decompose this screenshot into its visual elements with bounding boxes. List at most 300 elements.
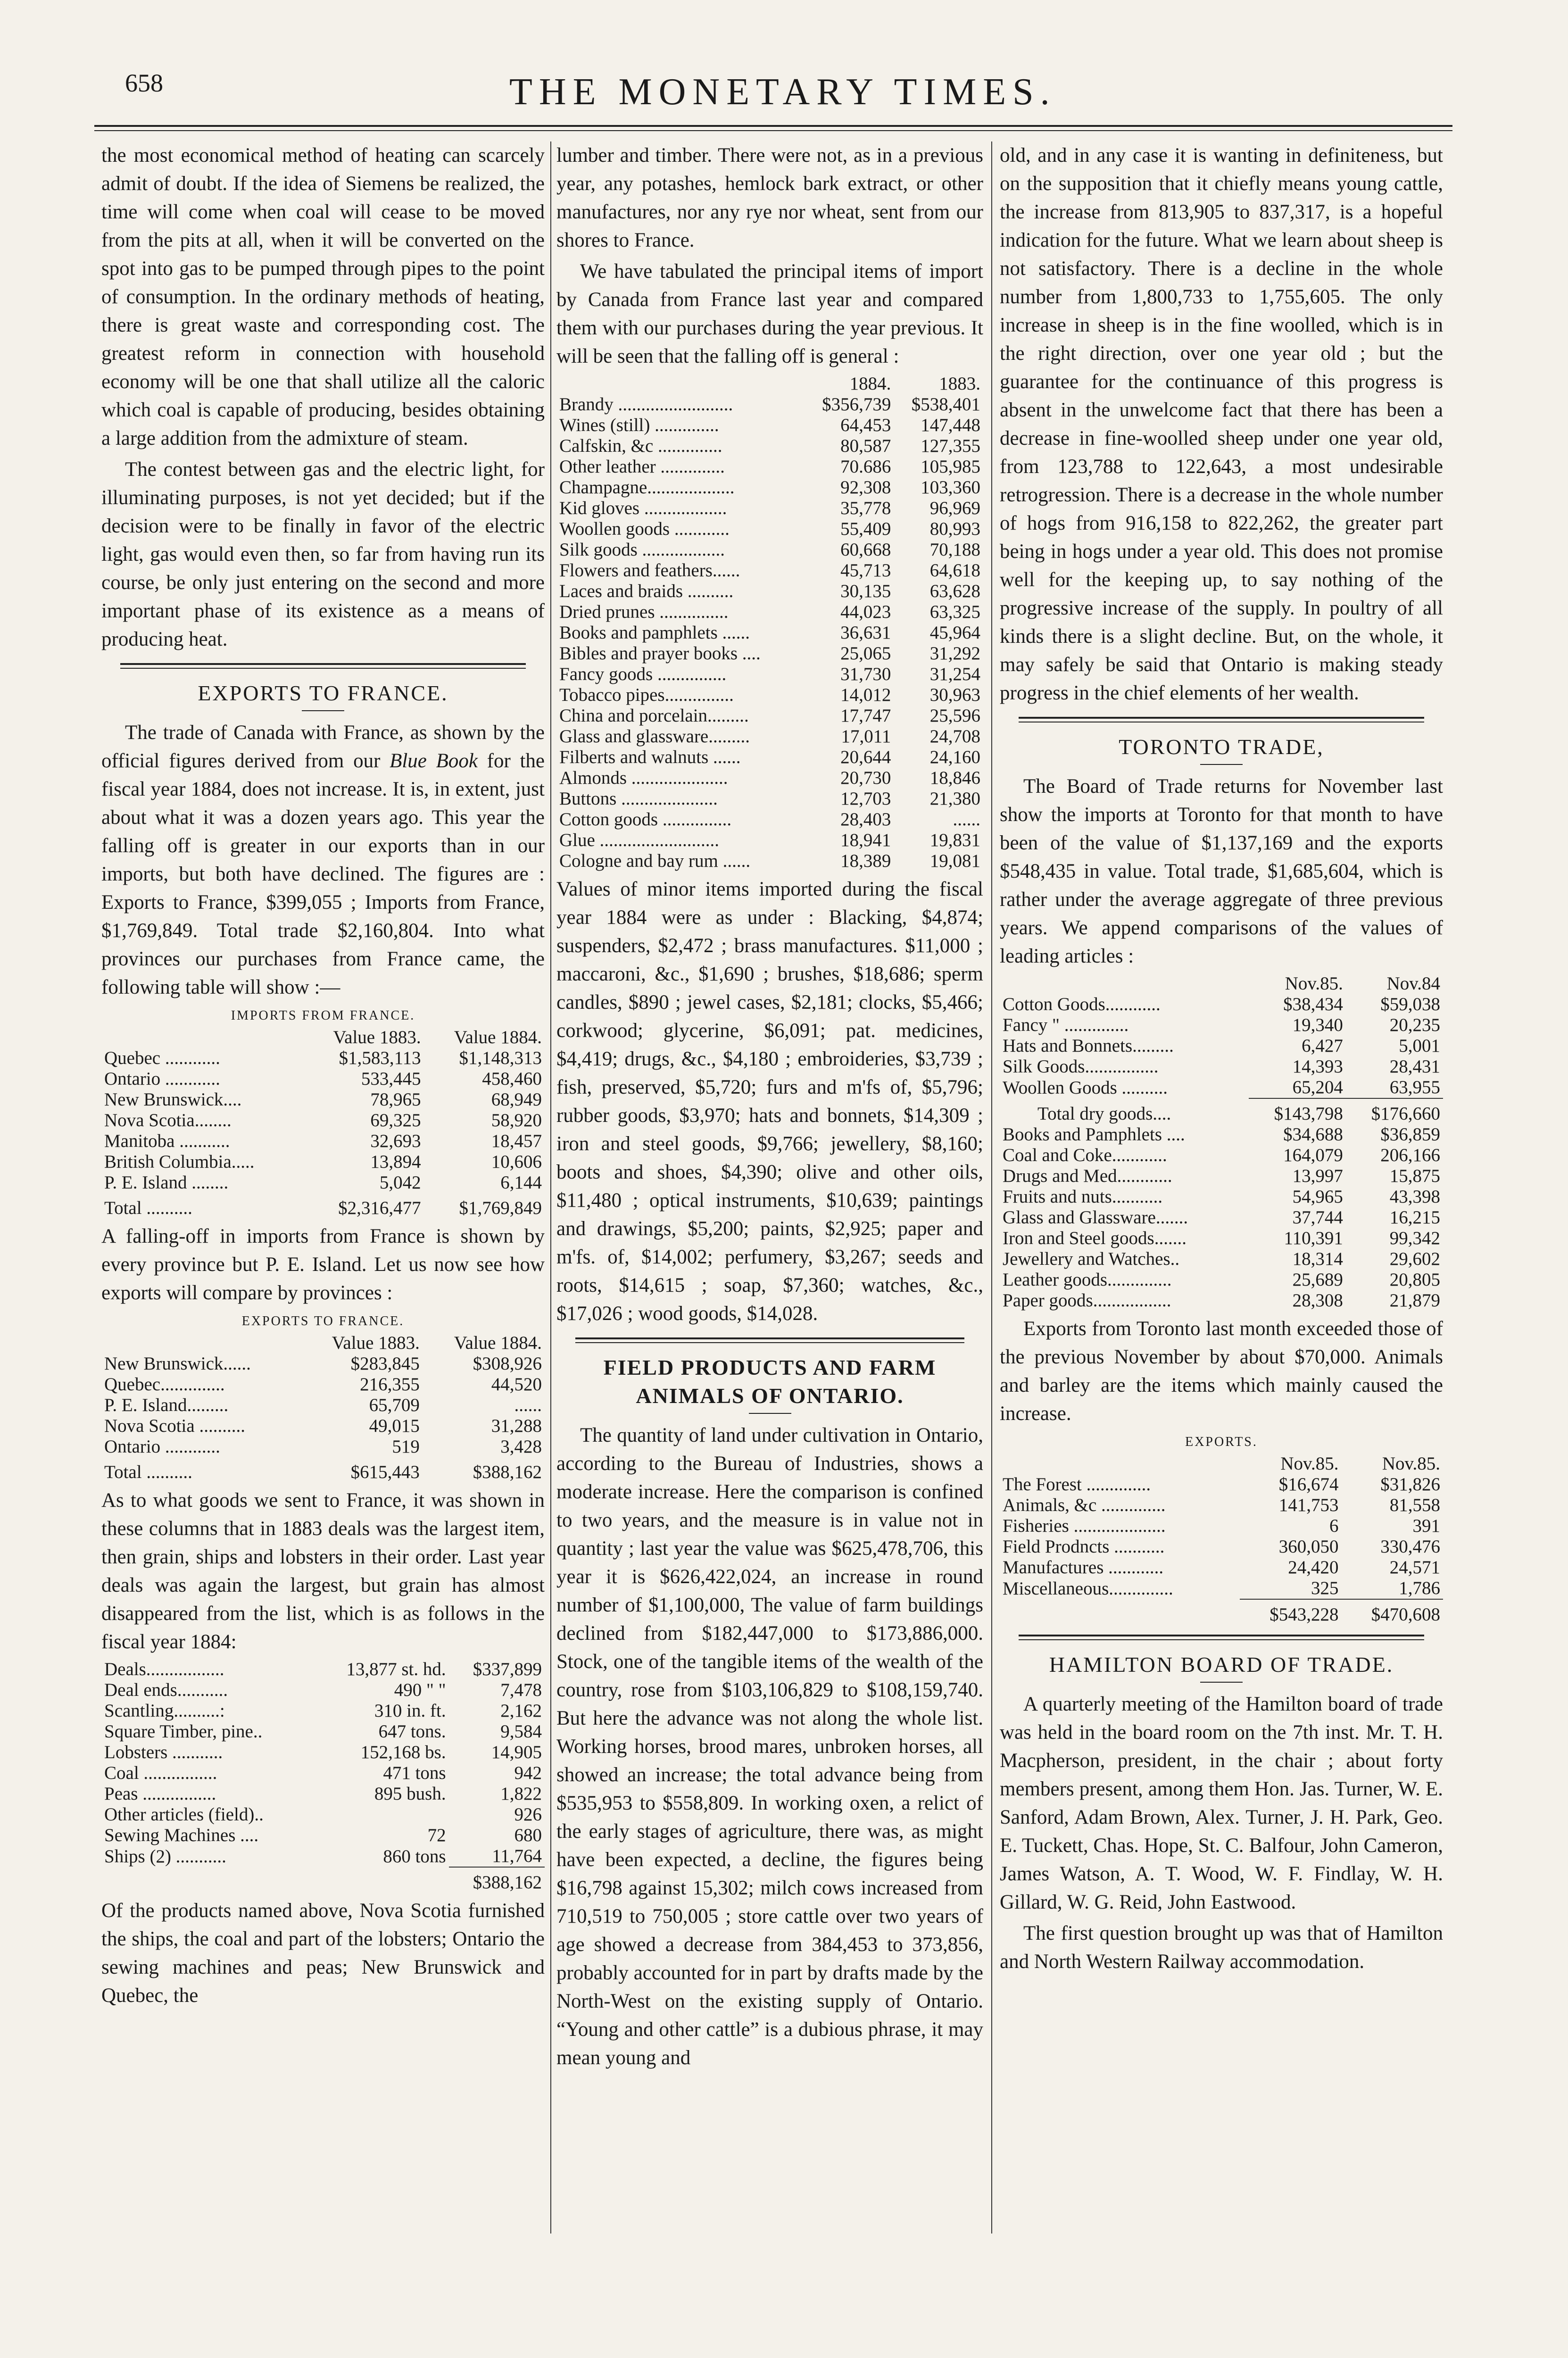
- table-row: [1000, 1145, 1443, 1166]
- table-cell: Field Prodncts ...........: [1003, 1536, 1165, 1557]
- table-cell: 29,602: [1389, 1249, 1440, 1269]
- table-cell: 926: [514, 1804, 542, 1825]
- table-cell: Filberts and walnuts ......: [559, 747, 741, 767]
- table-cell: 69,325: [370, 1110, 421, 1130]
- paragraph: The quantity of land under cultivation in Ontario, according to the Bureau of Industries, shows a moderate increase. Here the comparison is confined to two years, and the measure is in value not in quantity ; last year the value was $625,478,706, this year it is $626,422,024, an increase in round number of $1,100,000, The value of farm buildings declined from $182,447,000 to $173,886,000. Stock, one of the tangible items of the wealth of the country, rose from $103,106,829 to $108,159,740. But here the advance was not along the whole list. Working horses, brood mares, unbroken horses, all showed an increase; the total advance being from $535,953 to $558,809. In working oxen, a relict of the early stages of agriculture, there was, as might have been expected, a decline, the figures being $16,798 against 15,302; milch cows increased from 710,519 to 750,005 ; store cattle over two years of age showed a decrease from 384,453 to 373,856, probably accounted for in part by drafts made by the North-West on the existing supply of Ontario. “Young and other cattle” is a dubious phrase, it may mean young and: [556, 1424, 983, 2069]
- table-row: [101, 1395, 545, 1416]
- table-cell: 20,235: [1389, 1015, 1440, 1035]
- column-header: 1884.: [849, 374, 891, 394]
- table-cell: 325: [1311, 1578, 1339, 1598]
- table-row: [1000, 1474, 1443, 1495]
- table-cell: 5,042: [379, 1172, 421, 1193]
- table-cell: Books and pamphlets ......: [559, 623, 750, 643]
- table-cell: 45,713: [840, 560, 891, 581]
- table-cell: 19,340: [1292, 1015, 1343, 1035]
- table-cell: Fruits and nuts...........: [1003, 1187, 1163, 1207]
- table-row: [556, 560, 983, 581]
- table-row: [556, 768, 983, 789]
- table-cell: 70,188: [929, 540, 980, 560]
- table-cell: 81,558: [1389, 1495, 1440, 1515]
- table-row: [101, 1701, 545, 1721]
- paragraph: A falling-off in imports from France is shown by every province but P. E. Island. Let us now see how exports will compare by provinces :: [101, 1225, 545, 1304]
- table-row: [1000, 1228, 1443, 1249]
- table-cell: The Forest ..............: [1003, 1474, 1151, 1495]
- heading-underline: [749, 1413, 791, 1414]
- table-cell: $308,926: [473, 1353, 542, 1374]
- table-row: [556, 747, 983, 768]
- table-cell: Bibles and prayer books ....: [559, 643, 761, 664]
- table-cell: 147,448: [921, 415, 980, 435]
- table-cell: 1,822: [500, 1784, 542, 1804]
- table-row: [101, 1089, 545, 1110]
- table-caption: EXPORTS.: [1185, 1435, 1258, 1449]
- table-cell: 13,894: [370, 1152, 421, 1172]
- table-cell: 105,985: [921, 457, 980, 477]
- table-cell: 18,941: [840, 830, 891, 850]
- table-cell: 31,288: [491, 1416, 542, 1436]
- table-cell: 37,744: [1292, 1207, 1343, 1228]
- table-cell: 10,606: [491, 1152, 542, 1172]
- table-row: [101, 1659, 545, 1680]
- table-cell: 63,628: [929, 581, 980, 601]
- table-cell: Glue ..........................: [559, 830, 720, 850]
- table-row: [101, 1048, 545, 1069]
- table-cell: 103,360: [921, 477, 980, 498]
- toronto-exports-table: [1000, 1453, 1443, 1625]
- table-cell: Leather goods..............: [1003, 1270, 1172, 1290]
- paragraph: The first question brought up was that of Hamilton and North Western Railway accommodation.: [1000, 1922, 1443, 1973]
- table-cell: Fisheries ....................: [1003, 1516, 1166, 1536]
- table-row: [556, 581, 983, 602]
- italic-text: Blue Book: [390, 750, 478, 772]
- table-cell: 860 tons: [383, 1846, 446, 1867]
- column-divider: [991, 141, 992, 2233]
- table-cell: 36,631: [840, 623, 891, 643]
- table-cell: Woollen Goods ..........: [1003, 1077, 1168, 1098]
- table-cell: 680: [514, 1825, 542, 1845]
- table-cell: $38,434: [1283, 994, 1343, 1014]
- table-cell: 18,846: [929, 768, 980, 788]
- table-cell: Scantling..........:: [104, 1701, 225, 1721]
- table-row: [1000, 1187, 1443, 1207]
- table-cell: Tobacco pipes...............: [559, 685, 734, 705]
- table-cell: $176,660: [1346, 1098, 1443, 1124]
- table-cell: 13,877 st. hd.: [346, 1659, 446, 1679]
- table-cell: 6,427: [1302, 1036, 1343, 1056]
- table-cell: 58,920: [491, 1110, 542, 1130]
- table-cell: Quebec..............: [104, 1374, 225, 1395]
- table-cell: 519: [392, 1436, 420, 1457]
- imports-table: [101, 1027, 545, 1219]
- header-rule: [94, 125, 1452, 131]
- table-cell: 164,079: [1283, 1145, 1343, 1165]
- table-cell: 80,587: [840, 436, 891, 456]
- table-cell: 49,015: [369, 1416, 420, 1436]
- table-cell: 24,708: [929, 726, 980, 747]
- table-cell: Wines (still) ..............: [559, 415, 719, 435]
- table-cell: Manitoba ...........: [104, 1131, 230, 1151]
- table-row: [1000, 994, 1443, 1015]
- table-row: [1000, 1516, 1443, 1536]
- table-cell: Animals, &c ..............: [1003, 1495, 1166, 1515]
- text: The trade of Canada with France, as shown by the official figures derived from our: [101, 722, 545, 772]
- table-row: [556, 498, 983, 519]
- table-cell: Coal ................: [104, 1763, 217, 1783]
- table-row: [101, 1742, 545, 1763]
- table-cell: Deals.................: [104, 1659, 224, 1679]
- table-cell: 9,584: [500, 1721, 542, 1742]
- table-caption: IMPORTS FROM FRANCE.: [231, 1008, 415, 1023]
- table-cell: Buttons .....................: [559, 789, 718, 809]
- table-row: [101, 1131, 545, 1152]
- table-cell: Cologne and bay rum ......: [559, 851, 751, 871]
- table-row: [556, 623, 983, 643]
- table-cell: Cotton Goods............: [1003, 994, 1161, 1014]
- table-cell: 17,747: [840, 706, 891, 726]
- table-cell: 70.686: [840, 457, 891, 477]
- table-cell: Square Timber, pine..: [104, 1721, 263, 1742]
- table-cell: Quebec ............: [104, 1048, 220, 1068]
- table-row: [556, 643, 983, 664]
- table-cell: 80,993: [929, 519, 980, 539]
- table-cell: 647 tons.: [378, 1721, 446, 1742]
- table-cell: 20,644: [840, 747, 891, 767]
- table-row: [101, 1784, 545, 1804]
- table-cell: Deal ends...........: [104, 1680, 228, 1700]
- table-cell: 16,215: [1389, 1207, 1440, 1228]
- table-cell: 64,453: [840, 415, 891, 435]
- column-header: 1883.: [939, 374, 980, 394]
- table-cell: Nova Scotia ..........: [104, 1416, 245, 1436]
- table-cell: 110,391: [1284, 1228, 1343, 1248]
- table-cell: 31,254: [929, 664, 980, 684]
- paragraph: old, and in any case it is wanting in definiteness, but on the supposition that it chiefly means young cattle, the increase from 813,905 to 837,317, is a hopeful indication for the future. What we learn about sheep is not satisfactory. There is a decline in the whole number from 1,800,733 to 1,755,605. The only increase in sheep is in the fine woolled, which is in the right direction, over one year old ; but the guarantee for the continuance of this progress is absent in the unwelcome fact that there has been a decrease in fine-woolled sheep under one year old, from 123,788 to 122,643, a most undesirable retrogression. There is a decrease in the whole number of hogs from 916,158 to 822,262, the greater part being in hogs under a year old. This does not promise well for the keeping up, to say nothing of the progressive increase of the supply. In poultry of all kinds there is a slight decline. But, on the whole, it may safely be said that Ontario is making steady progress in the chief elements of her wealth.: [1000, 144, 1443, 704]
- table-cell: 458,460: [482, 1069, 542, 1089]
- table-cell: Iron and Steel goods.......: [1003, 1228, 1186, 1248]
- table-cell: 14,012: [840, 685, 891, 705]
- table-cell: 18,314: [1292, 1249, 1343, 1269]
- heading-field-products: FIELD PRODUCTS AND FARM ANIMALS OF ONTARIO.: [603, 1355, 937, 1408]
- table-row: [101, 1069, 545, 1089]
- table-cell: Fancy " ..............: [1003, 1015, 1129, 1035]
- table-row: [556, 664, 983, 685]
- table-cell: Fancy goods ...............: [559, 664, 727, 684]
- table-row: [101, 1846, 545, 1867]
- table-cell: 54,965: [1292, 1187, 1343, 1207]
- table-cell: Total ..........: [104, 1462, 192, 1482]
- table-cell: Other leather ..............: [559, 457, 725, 477]
- section-rule: [1019, 717, 1424, 722]
- table-cell: Peas ................: [104, 1784, 216, 1804]
- table-row: [556, 706, 983, 726]
- table-row: [101, 1353, 545, 1374]
- table-row: [1000, 1207, 1443, 1228]
- toronto-imports-table: [1000, 973, 1443, 1311]
- table-cell: 31,730: [840, 664, 891, 684]
- table-cell: 19,081: [929, 851, 980, 871]
- table-cell: Silk Goods................: [1003, 1056, 1159, 1077]
- table-cell: 96,969: [929, 498, 980, 518]
- table-cell: 24,160: [929, 747, 980, 767]
- paragraph: We have tabulated the principal items of import by Canada from France last year and compared them with our purchases during the year previous. It will be seen that the falling off is general :: [556, 260, 983, 367]
- table-cell: P. E. Island ........: [104, 1172, 229, 1193]
- paragraph: Of the products named above, Nova Scotia furnished the ships, the coal and part of the lobsters; Ontario the sewing machines and peas; New Brunswick and Quebec, the: [101, 1900, 545, 2007]
- column-header: Value 1884.: [454, 1333, 542, 1353]
- heading-hamilton-board: HAMILTON BOARD OF TRADE.: [1049, 1652, 1394, 1677]
- table-cell: 35,778: [840, 498, 891, 518]
- table-row: [556, 851, 983, 872]
- table-cell: 25,596: [929, 706, 980, 726]
- table-cell: $143,798: [1249, 1098, 1346, 1124]
- table-row: [1000, 1249, 1443, 1270]
- table-cell: Sewing Machines ....: [104, 1825, 259, 1845]
- table-cell: [314, 1804, 449, 1825]
- table-cell: Glass and Glassware.......: [1003, 1207, 1188, 1228]
- table-cell: 30,135: [840, 581, 891, 601]
- table-row: [1000, 1077, 1443, 1098]
- table-cell: $16,674: [1278, 1474, 1339, 1495]
- table-cell: Laces and braids ..........: [559, 581, 734, 601]
- table-cell: $538,401: [911, 394, 980, 415]
- table-cell: Ships (2) ...........: [104, 1846, 226, 1867]
- table-cell: 99,342: [1389, 1228, 1440, 1248]
- table-cell: 28,431: [1389, 1056, 1440, 1077]
- table-row: [1000, 1036, 1443, 1056]
- table-cell: 141,753: [1278, 1495, 1339, 1515]
- table-cell: 31,292: [929, 643, 980, 664]
- table-cell: Woollen goods ............: [559, 519, 730, 539]
- table-cell: New Brunswick......: [104, 1353, 251, 1374]
- table-cell: New Brunswick....: [104, 1089, 242, 1110]
- table-cell: Ontario ............: [104, 1069, 220, 1089]
- table-row: [101, 1172, 545, 1193]
- table-row: [1000, 1270, 1443, 1290]
- table-row: [1000, 1166, 1443, 1187]
- table-cell: 13,997: [1292, 1166, 1343, 1186]
- heading-exports-to-france: EXPORTS TO FRANCE.: [198, 681, 448, 705]
- table-cell: 72: [427, 1825, 446, 1845]
- table-cell: Dried prunes ...............: [559, 602, 729, 622]
- table-cell: Paper goods.................: [1003, 1290, 1171, 1311]
- section-rule: [1019, 1635, 1424, 1640]
- table-row: [101, 1110, 545, 1131]
- table-cell: 20,805: [1389, 1270, 1440, 1290]
- table-row: [1000, 1015, 1443, 1036]
- table-cell: 55,409: [840, 519, 891, 539]
- table-cell: Miscellaneous..............: [1003, 1578, 1173, 1599]
- table-row: [556, 519, 983, 540]
- table-row: [556, 726, 983, 747]
- heading-underline: [1200, 764, 1243, 765]
- column-divider: [550, 141, 551, 2233]
- table-row: [101, 1825, 545, 1846]
- table-row: [556, 809, 983, 830]
- table-cell: 32,693: [370, 1131, 421, 1151]
- table-row: [101, 1721, 545, 1742]
- table-cell: 92,308: [840, 477, 891, 498]
- table-row: [556, 477, 983, 498]
- table-row: [1000, 1290, 1443, 1311]
- import-items-table: [556, 374, 983, 872]
- table-row: [556, 394, 983, 415]
- table-cell: $31,826: [1380, 1474, 1440, 1495]
- table-cell: $356,739: [822, 394, 891, 415]
- table-cell: 152,168 bs.: [360, 1742, 446, 1762]
- table-cell: Coal and Coke............: [1003, 1145, 1167, 1165]
- table-cell: 63,955: [1389, 1077, 1440, 1097]
- paragraph: As to what goods we sent to France, it was shown in these columns that in 1883 deals was the largest item, then grain, ships and lobsters in their order. Last year deals was again the largest, but grain has almost disappeared from the list, which is as follows in the fiscal year 1884:: [101, 1489, 545, 1653]
- table-cell: 127,355: [921, 436, 980, 456]
- table-cell: 14,393: [1292, 1056, 1343, 1077]
- table-cell: $59,038: [1380, 994, 1440, 1014]
- table-row: [556, 685, 983, 706]
- table-cell: 11,764: [492, 1846, 542, 1866]
- table-caption: EXPORTS TO FRANCE.: [241, 1314, 405, 1328]
- table-cell: $615,443: [350, 1462, 420, 1482]
- table-cell: $388,162: [449, 1867, 545, 1893]
- table-cell: 310 in. ft.: [374, 1701, 446, 1721]
- paragraph: The Board of Trade returns for November last show the imports at Toronto for that month to have been of the value of $1,137,169 and the exports $548,435 in value. Total trade, $1,685,604, which is rather under the average aggregate of three previous years. We append comparisons of the values of leading articles :: [1000, 775, 1443, 967]
- table-cell: 12,703: [840, 789, 891, 809]
- table-cell: 44,023: [840, 602, 891, 622]
- table-cell: 1,786: [1399, 1578, 1440, 1598]
- table-cell: 3,428: [500, 1436, 542, 1457]
- exports-table: [101, 1333, 545, 1483]
- table-cell: 6: [1329, 1516, 1339, 1536]
- table-row: [556, 789, 983, 809]
- column-2: [556, 141, 983, 2075]
- column-header: Value 1883.: [333, 1027, 421, 1047]
- table-cell: ......: [953, 809, 980, 830]
- table-cell: 68,949: [491, 1089, 542, 1110]
- table-cell: 216,355: [360, 1374, 420, 1395]
- table-cell: 24,420: [1288, 1557, 1339, 1578]
- table-cell: 30,963: [929, 685, 980, 705]
- table-cell: 65,204: [1292, 1077, 1343, 1097]
- table-row: [1000, 1557, 1443, 1578]
- table-cell: 2,162: [500, 1701, 542, 1721]
- table-cell: 942: [514, 1763, 542, 1783]
- table-row: [1000, 1056, 1443, 1077]
- paragraph: lumber and timber. There were not, as in a previous year, any potashes, hemlock bark extract, or other manufactures, nor any rye nor wheat, sent from our shores to France.: [556, 144, 983, 251]
- table-cell: 19,831: [929, 830, 980, 850]
- table-cell: 45,964: [929, 623, 980, 643]
- table-cell: $337,899: [473, 1659, 542, 1679]
- table-cell: $36,859: [1380, 1124, 1440, 1145]
- table-cell: 330,476: [1380, 1536, 1440, 1557]
- table-cell: 25,689: [1292, 1270, 1343, 1290]
- table-cell: Jewellery and Watches..: [1003, 1249, 1180, 1269]
- table-cell: 60,668: [840, 540, 891, 560]
- table-cell: Silk goods ..................: [559, 540, 725, 560]
- table-cell: 43,398: [1389, 1187, 1440, 1207]
- table-cell: 21,380: [929, 789, 980, 809]
- table-cell: 18,457: [491, 1131, 542, 1151]
- table-cell: 490 " ": [394, 1680, 446, 1700]
- table-row: [1000, 1495, 1443, 1516]
- table-cell: $470,608: [1341, 1599, 1443, 1625]
- table-cell: ......: [514, 1395, 542, 1415]
- table-cell: Almonds .....................: [559, 768, 728, 788]
- table-cell: 63,325: [929, 602, 980, 622]
- table-cell: 14,905: [491, 1742, 542, 1762]
- table-cell: Manufactures ............: [1003, 1557, 1164, 1578]
- table-cell: 15,875: [1389, 1166, 1440, 1186]
- table-cell: Other articles (field)..: [104, 1804, 264, 1825]
- table-cell: Cotton goods ...............: [559, 809, 732, 830]
- column-header: Value 1883.: [332, 1333, 420, 1353]
- table-cell: 24,571: [1389, 1557, 1440, 1578]
- table-cell: Total ..........: [104, 1198, 192, 1218]
- column-header: Nov.85.: [1382, 1453, 1440, 1474]
- table-row: [1000, 1536, 1443, 1557]
- table-cell: Calfskin, &c ..............: [559, 436, 722, 456]
- table-row: [101, 1804, 545, 1825]
- table-cell: $34,688: [1283, 1124, 1343, 1145]
- table-row: [556, 540, 983, 560]
- heading-underline: [1200, 1682, 1243, 1683]
- paragraph: A quarterly meeting of the Hamilton board of trade was held in the board room on the 7th inst. Mr. T. H. Macpherson, president, in the chair ; about forty members present, among them Hon. Jas. Turner, W. E. Sanford, Adam Brown, Alex. Turner, J. H. Park, Geo. E. Tuckett, Chas. Hope, St. C. Balfour, John Cameron, James Watson, A. T. Wood, W. F. Findlay, W. H. Gillard, W. G. Reid, John Eastwood.: [1000, 1693, 1443, 1913]
- table-row: [556, 436, 983, 457]
- table-row: [556, 415, 983, 436]
- table-cell: $388,162: [473, 1462, 542, 1482]
- table-cell: P. E. Island.........: [104, 1395, 229, 1415]
- table-cell: 391: [1412, 1516, 1440, 1536]
- page-number: 658: [125, 69, 163, 97]
- table-row: [556, 602, 983, 623]
- table-cell: Lobsters ...........: [104, 1742, 223, 1762]
- table-cell: Kid gloves ..................: [559, 498, 727, 518]
- paragraph: the most economical method of heating can scarcely admit of doubt. If the idea of Siemens be realized, the time will come when coal will cease to be moved from the pits at all, when it will be converted on the spot into gas to be pumped through pipes to the point of consumption. In the ordinary methods of heating, there is great waste and corresponding cost. The greatest reform in connection with household economy will be one that shall utilize all the caloric which coal is capable of producing, besides obtaining a large addition from the admixture of steam.: [101, 144, 545, 449]
- table-cell: 20,730: [840, 768, 891, 788]
- table-cell: 44,520: [491, 1374, 542, 1395]
- section-rule: [575, 1337, 964, 1343]
- table-cell: $1,148,313: [459, 1048, 542, 1068]
- table-cell: $283,845: [350, 1353, 420, 1374]
- table-cell: 471 tons: [383, 1763, 446, 1783]
- table-cell: Hats and Bonnets.........: [1003, 1036, 1174, 1056]
- column-1: [101, 141, 545, 2013]
- table-cell: China and porcelain.........: [559, 706, 749, 726]
- table-row: [1000, 1578, 1443, 1599]
- table-cell: 206,166: [1380, 1145, 1440, 1165]
- table-cell: 18,389: [840, 851, 891, 871]
- table-cell: 5,001: [1399, 1036, 1440, 1056]
- table-cell: Champagne...................: [559, 477, 735, 498]
- table-row: [556, 457, 983, 477]
- table-cell: 21,879: [1389, 1290, 1440, 1311]
- table-cell: $543,228: [1240, 1599, 1341, 1625]
- table-row: [101, 1374, 545, 1395]
- table-cell: British Columbia.....: [104, 1152, 255, 1172]
- table-row: [101, 1416, 545, 1436]
- table-cell: 533,445: [361, 1069, 421, 1089]
- table-cell: 360,050: [1278, 1536, 1339, 1557]
- table-cell: Brandy .........................: [559, 394, 733, 415]
- heading-underline: [302, 710, 344, 711]
- table-cell: Glass and glassware.........: [559, 726, 750, 747]
- table-row: [1000, 1124, 1443, 1145]
- paragraph: The contest between gas and the electric light, for illuminating purposes, is not yet decided; but if the decision were to be finally in favor of the electric light, gas would even then, so far from having run its course, be only just entering on the second and more important phase of its existence as a means of producing heat.: [101, 458, 545, 650]
- table-cell: 28,403: [840, 809, 891, 830]
- table-cell: Nova Scotia........: [104, 1110, 232, 1130]
- column-header: Value 1884.: [454, 1027, 542, 1047]
- text: for the fiscal year 1884, does not increase. It is, in extent, just about what it was a dozen years ago. This year the falling off is greater in our exports than in our imports, but both have declined. The figures are : Exports to France, $399,055 ; Imports from France, $1,769,849. Total trade $2,160,804. Into what provinces our purchases from France came, the following table will show :—: [101, 750, 545, 998]
- column-header: Nov.84: [1386, 973, 1440, 994]
- goods-table: [101, 1659, 545, 1893]
- paragraph: [101, 719, 545, 1002]
- table-cell: Flowers and feathers......: [559, 560, 740, 581]
